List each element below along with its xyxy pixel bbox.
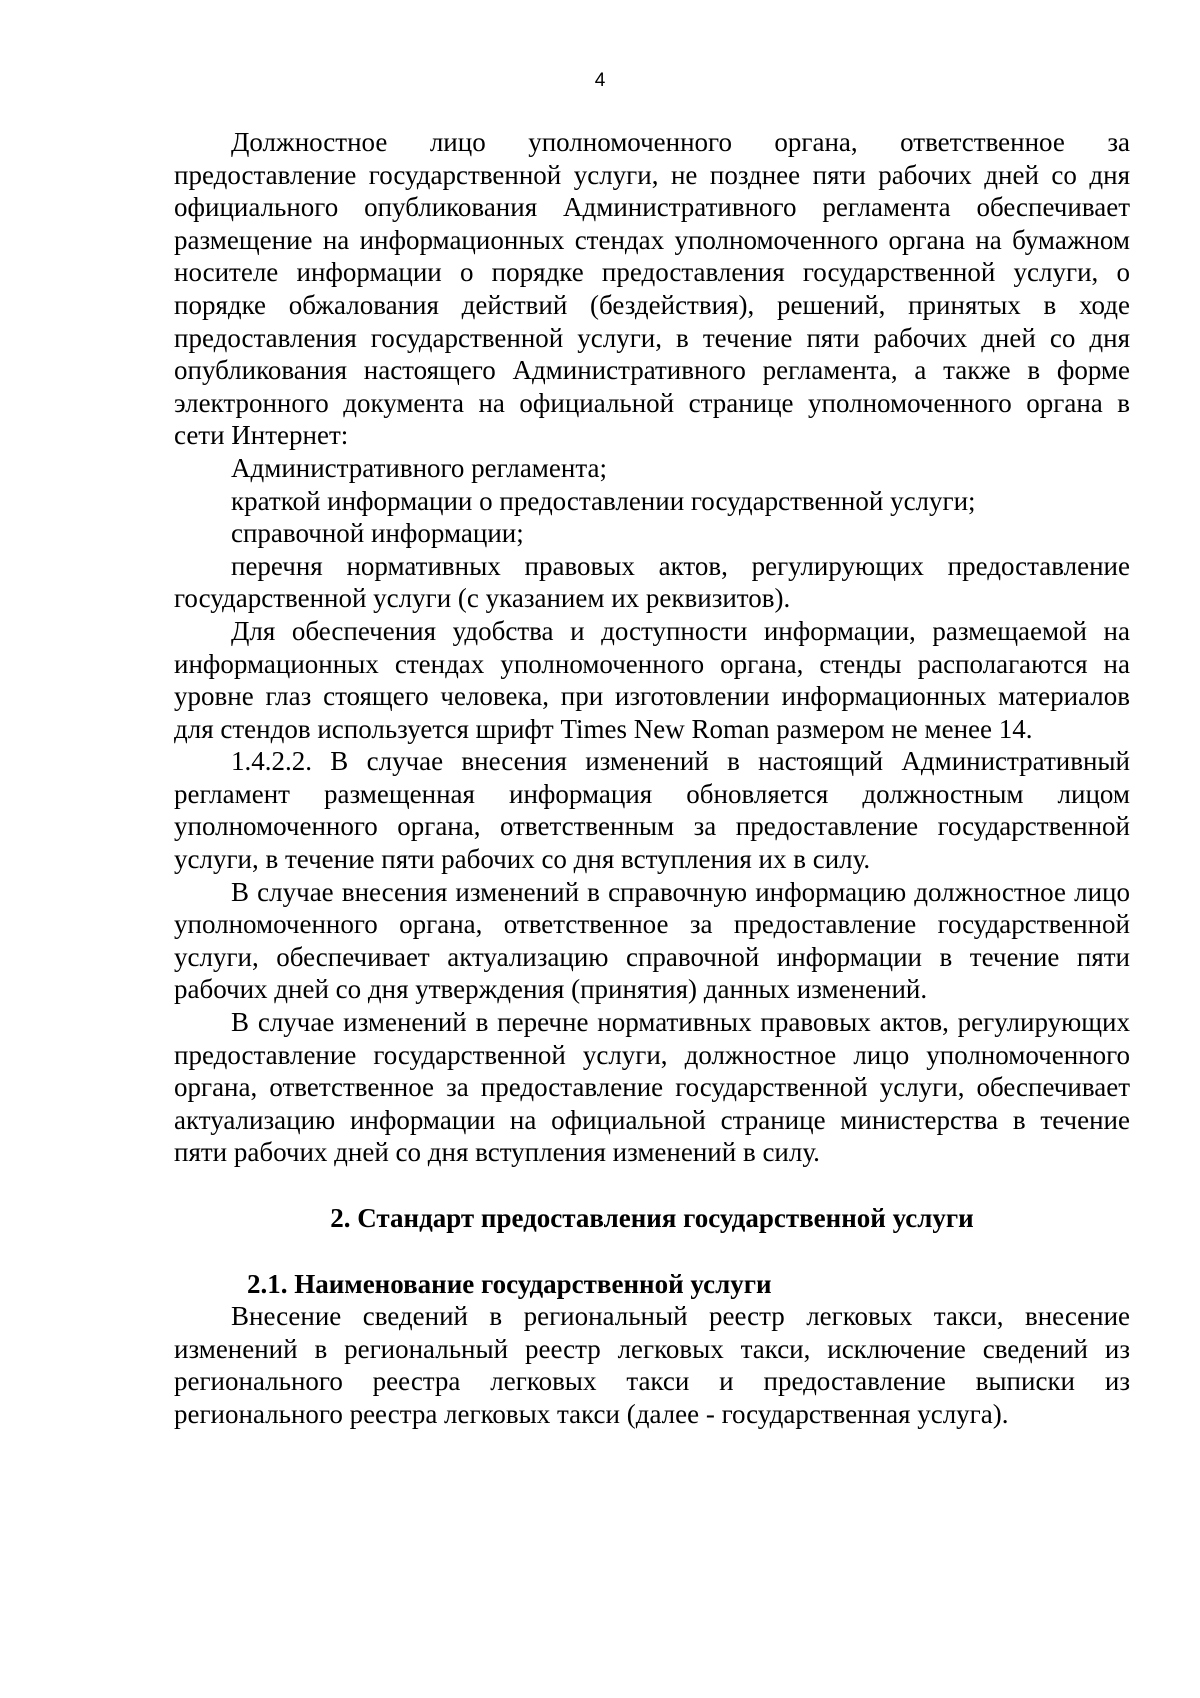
section-title: 2. Стандарт предоставления государственной услуги	[330, 1203, 974, 1233]
paragraph-1-4-2-2: 1.4.2.2. В случае внесения изменений в настоящий Административный регламент размещенная информация обновляется должностным лицом уполномоченного органа, ответственным за предоставление государственной услуги, в течение пяти рабочих со дня вступления их в силу.	[174, 746, 1130, 875]
list-item-brief-info: краткой информации о предоставлении государственной услуги;	[231, 485, 976, 516]
page-number: 4	[594, 70, 606, 91]
paragraph-service-name: Внесение сведений в региональный реестр легковых такси, внесение изменений в региональный реестр легковых такси, исключение сведений из регионального реестра легковых такси и предоставление выписки из регионального реестра легковых такси (далее - государственная услуга).	[174, 1301, 1130, 1429]
paragraph-reference-update: В случае внесения изменений в справочную информацию должностное лицо уполномоченного органа, ответственное за предоставление государственной услуги, обеспечивает актуализацию справочной информации в течение пяти рабочих дней со дня утверждения (принятия) данных изменений.	[174, 876, 1130, 1005]
paragraph-responsible-official: Должностное лицо уполномоченного органа, ответственное за предоставление государственной услуги, не позднее пяти рабочих дней со дня официального опубликования Административного регламента обеспечивает размещение на информационных стендах уполномоченного органа на бумажном носителе информации о порядке предоставления государственной услуги, о порядке обжалования действий (бездействия), решений, принятых в ходе предоставления государственной услуги, в течение пяти рабочих дней со дня опубликования настоящего Административного регламента, а также в форме электронного документа на официальной странице уполномоченного органа в сети Интернет:	[174, 127, 1130, 451]
document-body	[174, 126, 1130, 1431]
list-item-legal-acts: перечня нормативных правовых актов, регулирующих предоставление государственной услуги (с указанием их реквизитов).	[174, 550, 1130, 614]
subsection-title: 2.1. Наименование государственной услуги	[247, 1268, 772, 1299]
list-item-regulation: Административного регламента;	[231, 452, 607, 483]
paragraph-stands-accessibility: Для обеспечения удобства и доступности информации, размещаемой на информационных стендах уполномоченного органа, стенды располагаются на уровне глаз стоящего человека, при изготовлении информационных материалов для стендов используется шрифт Times New Roman размером не менее 14.	[174, 615, 1130, 744]
list-item-reference-info: справочной информации;	[231, 518, 524, 549]
paragraph-legal-acts-update: В случае изменений в перечне нормативных правовых актов, регулирующих предоставление государственной услуги, должностное лицо уполномоченного органа, ответственное за предоставление государственной услуги, обеспечивает актуализацию информации на официальной странице министерства в течение пяти рабочих дней со дня вступления изменений в силу.	[174, 1007, 1130, 1168]
